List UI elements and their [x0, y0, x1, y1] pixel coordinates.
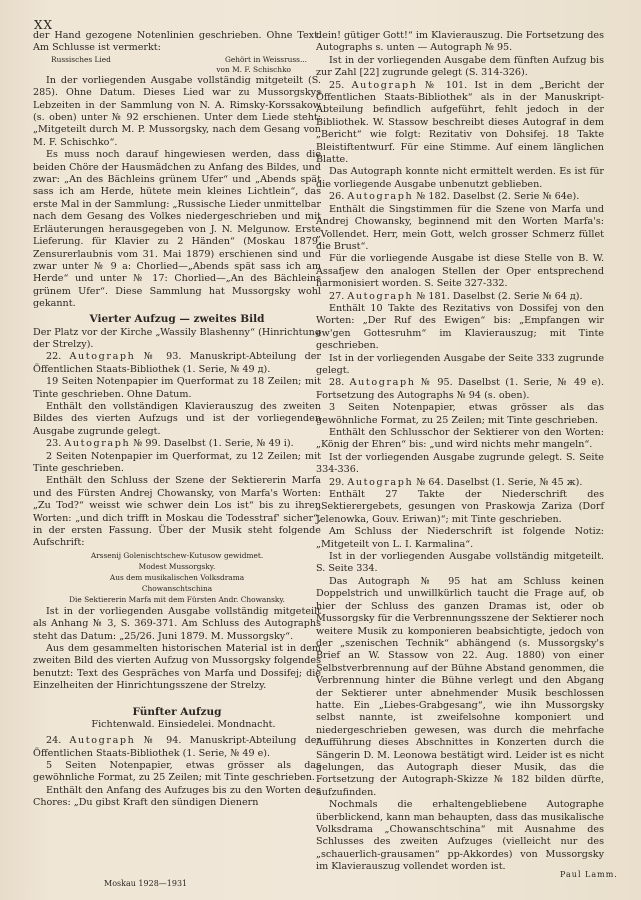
- inscription-line: Arssenij Golenischtschew-Kutusow gewidmet.: [90, 550, 264, 560]
- autograph-entry: [316, 377, 604, 402]
- entry-number: 26.: [329, 191, 345, 203]
- entry-number: 23.: [46, 438, 62, 450]
- paragraph: Enthält den vollständigen Klavierauszug des zweiten Bildes des vierten Aufzugs und ist der vorliegenden Ausgabe zugrunde gelegt.: [33, 400, 321, 437]
- autograph-entry: [316, 80, 604, 167]
- paragraph: Ist in der vorliegenden Ausgabe dem fünften Aufzug bis zur Zahl [22] zugrunde gelegt (S. 314-326).: [316, 54, 604, 79]
- autograph-entry: [316, 291, 604, 303]
- entry-number: 29.: [329, 476, 345, 488]
- entry-text: № 64. Daselbst (1. Serie, № 45 ж).: [416, 476, 583, 488]
- paragraph: Enthält den Schlusschor der Sektierer von den Worten: „König der Ehren“ bis: „und wird nichts mehr mangeln“.: [316, 427, 604, 451]
- entry-label: Autograph: [347, 476, 414, 488]
- paragraph: Ist in der vorliegenden Ausgabe vollständig mitgeteilt. S. Seite 334.: [316, 551, 604, 575]
- entry-label: Autograph: [64, 438, 131, 450]
- autograph-entry: [33, 351, 321, 376]
- paragraph: der Hand gezogene Notenlinien geschrieben. Ohne Text. Am Schlusse ist vermerkt:: [33, 30, 321, 54]
- paragraph: 19 Seiten Notenpapier im Querformat zu 18 Zeilen; mit Tinte geschrieben. Ohne Datum.: [33, 376, 321, 400]
- paragraph: dein! gütiger Gott!“ im Klavierauszug. Die Fortsetzung des Autographs s. unten — Autograph № 95.: [316, 30, 604, 54]
- paragraph: Nochmals die erhaltengebliebene Autographe überblickend, kann man behaupten, dass das musikalische Volksdrama „Chowanschtschina“ mit Ausnahme des Schlusses des zweiten Aufzuges (vielleicht nur des „schauerlich-grausamen“ pp-Akkordes) von Mussorgsky im Klavierauszug vollendet worden ist.: [316, 799, 604, 873]
- entry-number: 28.: [329, 377, 345, 389]
- left-column: [33, 30, 321, 810]
- paragraph: In der vorliegenden Ausgabe vollständig mitgeteilt (S. 285). Ohne Datum. Dieses Lied war zu Mussorgskys Lebzeiten in der Sammlung von N. A. Rimsky-Korssakow (s. oben) unter № 92 erschienen. Unter dem Liede steht: „Mitgeteilt durch M. P. Mussorgsky, nach dem Gesang von M. F. Schischko“.: [33, 74, 321, 148]
- inscription-line: Chowanschtschina: [141, 583, 213, 593]
- song-author: von M. F. Schischko: [216, 64, 291, 74]
- paragraph: Das Autograph № 95 hat am Schluss keinen Doppelstrich und unwillkürlich taucht die Frage auf, ob hier der Schluss des ganzen Dramas ist, oder ob Mussorgsky für die Verbrennungsszene der Sektierer noch weitere Musik zu komponieren beabsichtigte, jedoch von der „szenischen Technik“ abhängend (s. Mussorgsky's Brief an W. Stassow von 22. Aug. 1880) von einer Selbstverbrennung auf der Bühne Abstand genommen, die Verbrennung hinter die Bühne verlegt und den Abgang der Sektierer unter abnehmender Musik beschlossen hatte. Ein „Liebes-Grabgesang“, wie ihn Mussorgsky selbst nannte, ist zweifelsohne komponiert und niedergeschrieben gewesen, was durch die mehrfache Aufführung dieses Abschnittes in Konzerten durch die Sängerin D. M. Leonowa bestätigt wird. Leider ist es nicht gelungen, das Autograph dieser Musik, das die Fortsetzung der Autograph-Skizze № 182 bilden dürfte, aufzufinden.: [316, 575, 604, 798]
- inscription-line: Aus dem musikalischen Volksdrama: [109, 572, 245, 582]
- entry-number: 22.: [46, 351, 62, 363]
- entry-number: 27.: [329, 290, 345, 302]
- entry-label: Autograph: [349, 377, 416, 389]
- paragraph: Für die vorliegende Ausgabe ist diese Stelle von B. W. Assafjew den analogen Stellen der Oper entsprechend harmonisiert worden. S. Seite 327-332.: [316, 253, 604, 290]
- section-heading: Vierter Aufzug — zweites Bild: [89, 312, 265, 325]
- song-note: Gehört in Weissruss...: [224, 54, 307, 64]
- paragraph: Fichtenwald. Einsiedelei. Mondnacht.: [91, 718, 276, 730]
- paragraph: Ist in der vorliegenden Ausgabe vollständig mitgeteilt als Anhang № 3, S. 369-371. Am Schluss des Autographs steht das Datum: „25/26. Juni 1879. M. Mussorgsky“.: [33, 605, 321, 642]
- autograph-entry: [316, 191, 604, 203]
- paragraph: 5 Seiten Notenpapier, etwas grösser als das gewöhnliche Format, zu 25 Zeilen; mit Tinte geschrieben.: [33, 759, 321, 784]
- entry-label: Autograph: [347, 290, 414, 302]
- paragraph: 3 Seiten Notenpapier, etwas grösser als das gewöhnliche Format, zu 25 Zeilen; mit Tinte geschrieben.: [316, 402, 604, 426]
- section-heading: Fünfter Aufzug: [132, 705, 222, 718]
- song-title-line: [33, 55, 321, 65]
- paragraph: Enthält den Schluss der Szene der Sektiererin Marfa und des Fürsten Andrej Chowansky, von Marfa's Worten: „Zu Tod?“ weisst wie schwer dein Los ist“ bis zu ihren Worten: „und dich trifft in Moskau die Todesstraf' sicher“, in der ersten Fassung. Über der Musik steht folgende Aufschrift:: [33, 475, 321, 549]
- song-title: Russisches Lied: [51, 54, 111, 64]
- entry-text: № 101. Ist in dem „Bericht der Öffentlichen Staats-Bibliothek“ als in der Manuskript-Abteilung befindlich aufgeführt, fehlt jedoch in der Bibliothek. W. Stassow beschreibt dieses Autograf in dem „Bericht“ wie folgt: Rezitativ von Dohsifej. 18 Takte Bleistiftentwurf. Für eine Stimme. Auf einem länglichen Blatte.: [316, 79, 604, 166]
- entry-text: № 93. Manuskript-Abteilung der Öffentlichen Staats-Bibliothek (1. Serie, № 49 д).: [33, 351, 321, 375]
- inscription-line: Modest Mussorgsky.: [138, 561, 216, 571]
- paragraph: Der Platz vor der Kirche „Wassily Blashenny“ (Hinrichtung der Strelzy).: [33, 326, 321, 350]
- place-date: Moskau 1928—1931: [104, 879, 188, 888]
- entry-label: Autograph: [351, 79, 418, 91]
- entry-text: № 94. Manuskript-Abteilung der Öffentlichen Staats-Bibliothek (1. Serie, № 49 e).: [33, 735, 321, 759]
- entry-text: № 95. Daselbst (1. Serie, № 49 e). Fortsetzung des Autographs № 94 (s. oben).: [316, 377, 605, 401]
- paragraph: Enthält 27 Takte der Niederschrift des „Sektierergebets, gesungen von Praskowja Zariza (Dorf Jelenowka, Gouv. Eriwan)“; mit Tinte geschrieben.: [316, 489, 604, 525]
- entry-text: № 182. Daselbst (2. Serie № 64e).: [416, 191, 580, 203]
- paragraph: Ist der vorliegenden Ausgabe zugrunde gelegt. S. Seite 334-336.: [316, 451, 604, 476]
- paragraph: Enthält den Anfang des Aufzuges bis zu den Worten des Chores: „Du gibst Kraft den sündigen Dienern: [33, 784, 321, 809]
- paragraph: Das Autograph konnte nicht ermittelt werden. Es ist für die vorliegende Ausgabe unbenutzt geblieben.: [316, 166, 604, 190]
- paragraph: 2 Seiten Notenpapier im Querformat, zu 12 Zeilen; mit Tinte geschrieben.: [33, 450, 321, 474]
- entry-label: Autograph: [347, 191, 414, 203]
- entry-label: Autograph: [69, 351, 136, 363]
- paragraph: Ist in der vorliegenden Ausgabe der Seite 333 zugrunde gelegt.: [316, 352, 604, 376]
- page-number: XX: [34, 18, 54, 32]
- autograph-entry: [33, 735, 321, 760]
- inscription-line: Die Sektiererin Marfa mit dem Fürsten Andr. Chowansky.: [69, 594, 285, 604]
- paragraph: Enthält die Singstimmen für die Szene von Marfa und Andrej Chowansky, beginnend mit den Worten Marfa's: „Vollendet. Herr, mein Gott, welch grosser Schmerz füllet die Brust“.: [316, 203, 604, 252]
- paragraph: Enthält 10 Takte des Rezitativs von Dossifej von den Worten: „Der Ruf des Ewigen“ bis: „Empfangen wir ew'gen Gottesruhm“ im Klavierauszug; mit Tinte geschrieben.: [316, 302, 604, 352]
- paragraph: Aus dem gesammelten historischen Material ist in dem zweiten Bild des vierten Aufzug von Mussorgsky folgendes benutzt: Text des Gespräches von Marfa und Dossifej; die Einzelheiten der Hinrichtungsszene der Strelzy.: [33, 643, 321, 692]
- autograph-entry: [33, 438, 321, 450]
- right-column: [316, 30, 604, 874]
- signature: Paul Lamm.: [560, 870, 618, 879]
- entry-text: № 181. Daselbst (2. Serie № 64 д).: [416, 290, 583, 302]
- entry-number: 24.: [46, 735, 62, 747]
- autograph-entry: [316, 477, 604, 489]
- entry-label: Autograph: [69, 735, 136, 747]
- paragraph: Am Schluss der Niederschrift ist folgende Notiz: „Mitgeteilt von L. I. Karmalina“.: [316, 526, 604, 550]
- entry-number: 25.: [329, 79, 345, 91]
- paragraph: Es muss noch darauf hingewiesen werden, dass die beiden Chöre der Hausmädchen zu Anfang des Bildes, und zwar: „An des Bächleins grünem Ufer“ und „Abends spät sass ich am Herde, hütete mein kleines Lichtlein“, das erste Mal in der Sammlung: „Russische Lieder unmittelbar nach dem Gesang des Volkes niedergeschrieben und mit Erläuterungen herausgegeben von J. N. Melgunow. Erste Lieferung. für Klavier zu 2 Händen“ (Moskau 1879, Zensurerlaubnis vom 31. Mai 1879) erschienen sind und zwar unter № 9 a: Chorlied—„Abends spät sass ich am Herde“ und unter № 17: Chorlied—„An des Bächleins grünem Ufer“. Diese Sammlung hat Mussorgsky wohl gekannt.: [33, 149, 322, 310]
- entry-text: № 99. Daselbst (1. Serie, № 49 i).: [133, 438, 294, 450]
